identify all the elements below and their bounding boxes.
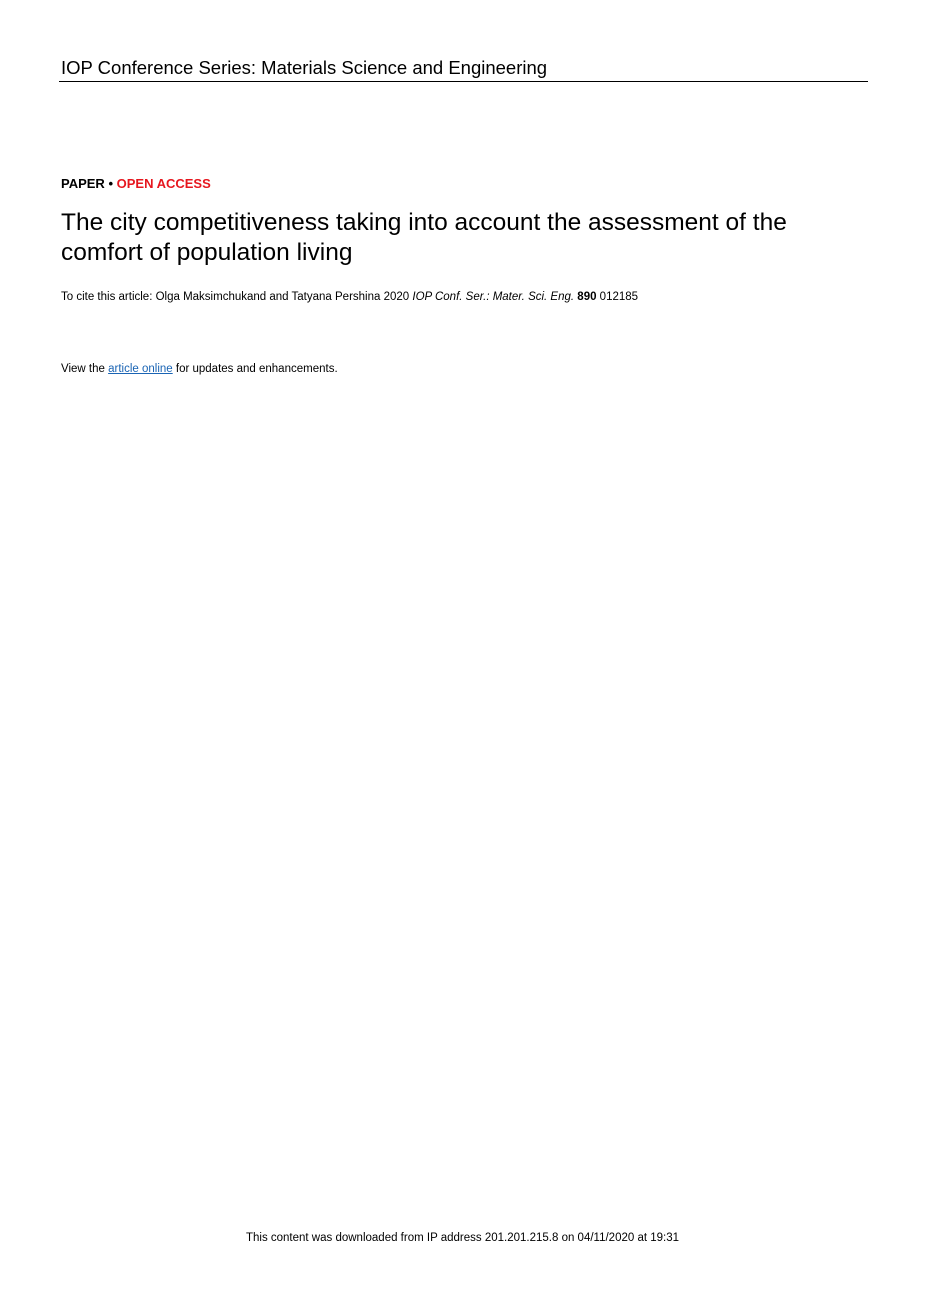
article-title: The city competitiveness taking into account the assessment of the comfort of population living: [61, 209, 787, 266]
journal-header: IOP Conference Series: Materials Science and Engineering: [61, 57, 548, 78]
citation-line: [61, 290, 638, 304]
download-footer: This content was downloaded from IP address 201.201.215.8 on 04/11/2020 at 19:31: [245, 1232, 680, 1244]
header-divider: [59, 81, 868, 82]
citation-prefix: To cite this article:: [61, 291, 156, 303]
citation-authors: Olga Maksimchukand and Tatyana Pershina: [155, 291, 381, 303]
citation-article-number: 012185: [596, 291, 639, 303]
view-online-suffix: for updates and enhancements.: [172, 363, 338, 375]
article-online-link[interactable]: article online: [108, 363, 173, 375]
citation-journal: IOP Conf. Ser.: Mater. Sci. Eng.: [412, 291, 575, 303]
paper-type-line: [61, 176, 211, 192]
paper-label: PAPER: [61, 176, 105, 191]
view-online-line: [61, 362, 338, 376]
paper-separator: •: [104, 176, 117, 191]
open-access-badge: OPEN ACCESS: [116, 176, 211, 191]
citation-volume: 890: [577, 291, 597, 303]
view-online-prefix: View the: [61, 363, 109, 375]
citation-year: 2020: [380, 291, 413, 303]
